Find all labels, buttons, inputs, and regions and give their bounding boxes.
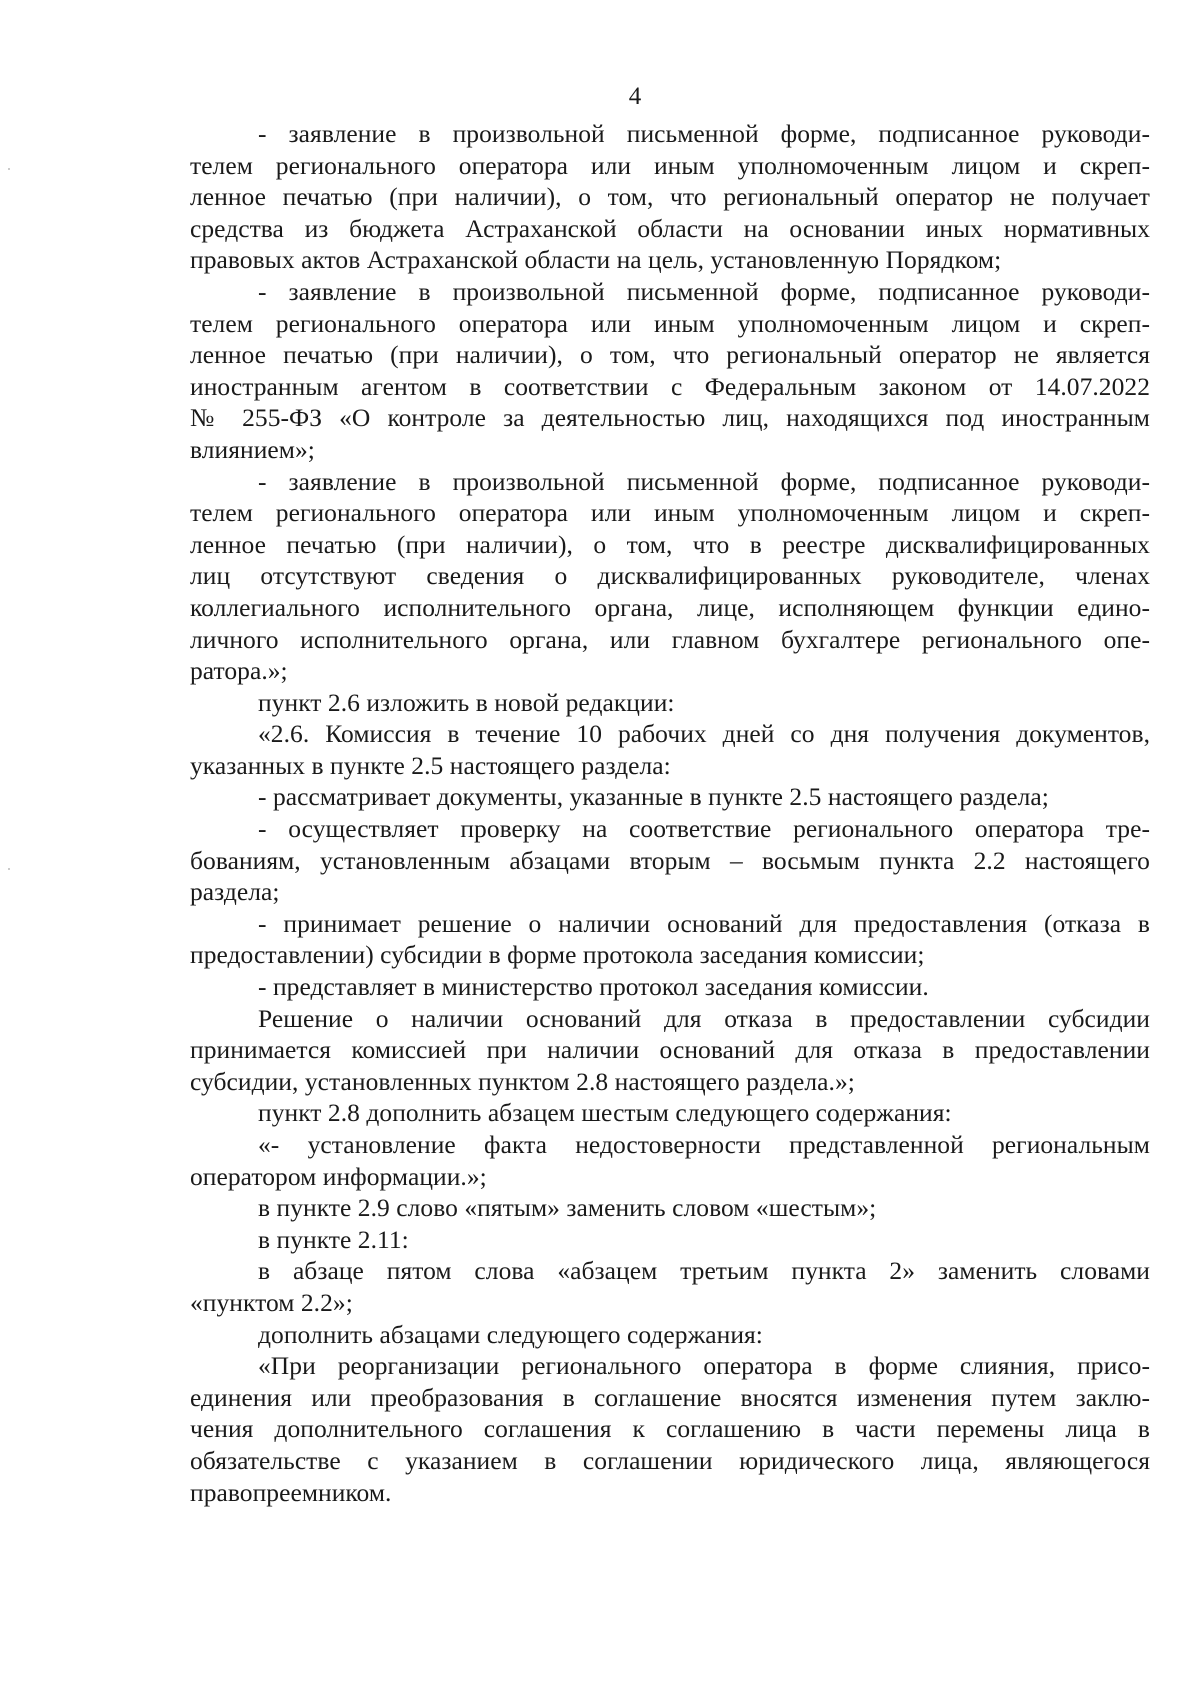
text-line: «2.6. Комиссия в течение 10 рабочих дней со дня получения документов, bbox=[258, 719, 1150, 749]
text-line: в абзаце пятом слова «абзацем третьим пункта 2» заменить словами bbox=[258, 1256, 1150, 1286]
text-line: бованиям, установленным абзацами вторым – восьмым пункта 2.2 настоящего bbox=[190, 845, 1150, 875]
text-line: субсидии, установленных пунктом 2.8 настоящего раздела.»; bbox=[190, 1066, 855, 1096]
text-line: правовых актов Астраханской области на цель, установленную Порядком; bbox=[190, 245, 1002, 275]
text-line: телем регионального оператора или иным уполномоченным лицом и скреп- bbox=[190, 308, 1150, 338]
text-line: «При реорганизации регионального оператора в форме слияния, присо- bbox=[258, 1351, 1150, 1381]
text-line: предоставлении) субсидии в форме протокола заседания комиссии; bbox=[190, 940, 925, 970]
text-line: - представляет в министерство протокол заседания комиссии. bbox=[258, 972, 929, 1002]
text-line: - осуществляет проверку на соответствие регионального оператора тре- bbox=[258, 814, 1150, 844]
page-number: 4 bbox=[628, 83, 642, 110]
text-line: личного исполнительного органа, или главном бухгалтере регионального опе- bbox=[190, 624, 1150, 654]
text-line: телем регионального оператора или иным уполномоченным лицом и скреп- bbox=[190, 150, 1150, 180]
text-line: Решение о наличии оснований для отказа в предоставлении субсидии bbox=[258, 1003, 1150, 1033]
text-line: раздела; bbox=[190, 877, 280, 907]
text-line: правопреемником. bbox=[190, 1477, 392, 1507]
text-line: ленное печатью (при наличии), о том, что в реестре дисквалифицированных bbox=[190, 529, 1150, 559]
text-line: пункт 2.8 дополнить абзацем шестым следующего содержания: bbox=[258, 1098, 952, 1128]
scan-speck bbox=[8, 868, 10, 870]
text-line: - заявление в произвольной письменной форме, подписанное руководи- bbox=[258, 119, 1150, 148]
text-line: обязательстве с указанием в соглашении юридического лица, являющегося bbox=[190, 1445, 1150, 1475]
text-line: пункт 2.6 изложить в новой редакции: bbox=[258, 687, 675, 717]
text-line: в пункте 2.9 слово «пятым» заменить словом «шестым»; bbox=[258, 1193, 877, 1223]
text-line: в пункте 2.11: bbox=[258, 1224, 409, 1254]
text-line: ратора.»; bbox=[190, 656, 288, 686]
text-line: № 255-ФЗ «О контроле за деятельностью лиц, находящихся под иностранным bbox=[190, 403, 1150, 433]
text-line: коллегиального исполнительного органа, лице, исполняющем функции едино- bbox=[190, 592, 1150, 622]
text-line: оператором информации.»; bbox=[190, 1161, 487, 1191]
text-line: ленное печатью (при наличии), о том, что региональный оператор не получает bbox=[190, 182, 1150, 212]
text-line: средства из бюджета Астраханской области на основании иных нормативных bbox=[190, 213, 1150, 243]
text-line: ленное печатью (при наличии), о том, что региональный оператор не является bbox=[190, 340, 1150, 370]
text-line: «пунктом 2.2»; bbox=[190, 1287, 353, 1317]
text-line: лиц отсутствуют сведения о дисквалифицированных руководителе, членах bbox=[190, 561, 1150, 591]
text-line: - заявление в произвольной письменной форме, подписанное руководи- bbox=[258, 276, 1150, 306]
text-line: чения дополнительного соглашения к соглашению в части перемены лица в bbox=[190, 1414, 1150, 1444]
text-line: дополнить абзацами следующего содержания: bbox=[258, 1319, 763, 1349]
text-line: - принимает решение о наличии оснований для предоставления (отказа в bbox=[258, 908, 1150, 938]
document-body bbox=[190, 118, 1150, 1508]
text-line: единения или преобразования в соглашение вносятся изменения путем заклю- bbox=[190, 1382, 1150, 1412]
text-line: влиянием»; bbox=[190, 434, 315, 464]
text-line: иностранным агентом в соответствии с Федеральным законом от 14.07.2022 bbox=[190, 371, 1150, 401]
text-line: телем регионального оператора или иным уполномоченным лицом и скреп- bbox=[190, 498, 1150, 528]
text-line: - рассматривает документы, указанные в пункте 2.5 настоящего раздела; bbox=[258, 782, 1049, 812]
text-line: указанных в пункте 2.5 настоящего раздела: bbox=[190, 750, 671, 780]
text-line: принимается комиссией при наличии оснований для отказа в предоставлении bbox=[190, 1035, 1150, 1065]
scan-speck bbox=[8, 168, 10, 170]
text-line: «- установление факта недостоверности представленной региональным bbox=[258, 1130, 1150, 1159]
text-line: - заявление в произвольной письменной форме, подписанное руководи- bbox=[258, 466, 1150, 496]
